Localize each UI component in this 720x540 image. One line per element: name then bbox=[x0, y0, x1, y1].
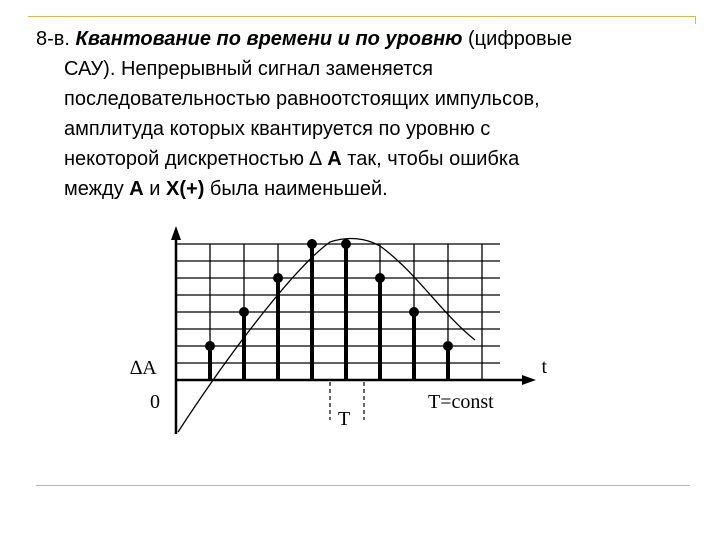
sample-dot bbox=[341, 239, 351, 249]
text-line-5 bbox=[36, 144, 696, 174]
amplitude-symbol: A bbox=[129, 178, 144, 200]
zero-label: 0 bbox=[150, 391, 160, 413]
sample-dot bbox=[443, 341, 453, 351]
signal-symbol: X(+) bbox=[166, 178, 205, 200]
text-fragment: была наименьшей. bbox=[204, 178, 388, 200]
text-fragment: некоторой дискретностью bbox=[64, 148, 310, 170]
frame-right-tick bbox=[695, 16, 696, 24]
frame-bottom-line bbox=[36, 485, 690, 486]
text-line-6 bbox=[36, 174, 696, 204]
sample-dot bbox=[375, 273, 385, 283]
text-line-4: амплитуда которых квантируется по уровню с bbox=[64, 118, 491, 140]
text-fragment: и bbox=[143, 178, 167, 200]
text-line-2: САУ). Непрерывный сигнал заменяется bbox=[64, 58, 433, 80]
text-line-1 bbox=[36, 24, 696, 54]
delta-a-label: ∆A bbox=[130, 357, 157, 379]
grid bbox=[176, 244, 500, 380]
slide-text bbox=[36, 24, 696, 204]
term-heading: Квантование по времени и по уровню bbox=[75, 28, 463, 50]
period-label: T bbox=[338, 408, 351, 430]
item-number: 8-в. bbox=[36, 28, 76, 50]
sample-dot bbox=[239, 307, 249, 317]
text-fragment: так, чтобы ошибка bbox=[341, 148, 520, 170]
text-line-3: последовательностью равноотстоящих импульсов, bbox=[64, 88, 540, 110]
frame-top-line bbox=[28, 16, 696, 17]
sample-dot bbox=[307, 239, 317, 249]
text-fragment: между bbox=[64, 178, 130, 200]
amplitude-symbol: A bbox=[321, 148, 342, 170]
delta-symbol: ∆ bbox=[309, 148, 322, 170]
sample-dot bbox=[273, 273, 283, 283]
const-label: T=const bbox=[428, 391, 494, 413]
text-fragment: (цифровые bbox=[462, 28, 573, 50]
sample-dot bbox=[409, 307, 419, 317]
y-axis-arrow bbox=[171, 226, 181, 240]
quantization-figure bbox=[120, 222, 547, 440]
x-axis-arrow bbox=[522, 375, 536, 385]
t-axis-label: t bbox=[541, 356, 547, 378]
sample-dot bbox=[205, 341, 215, 351]
